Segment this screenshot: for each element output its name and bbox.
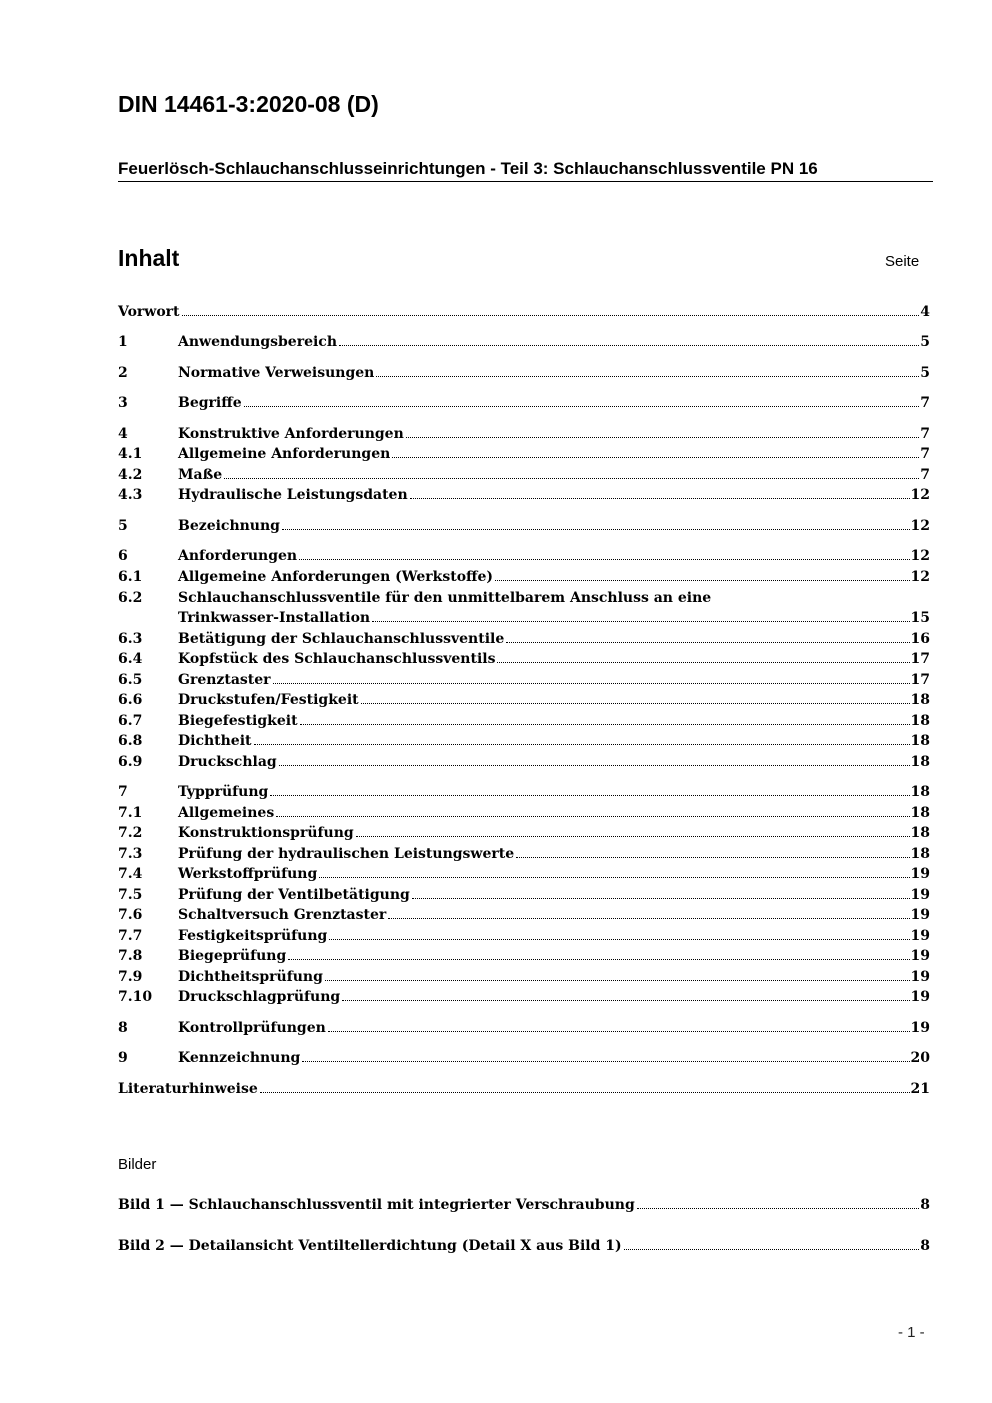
- toc-entry-title: Werkstoffprüfung: [178, 866, 318, 882]
- toc-entry-title: Literaturhinweise: [118, 1081, 258, 1097]
- document-title: DIN 14461-3:2020-08 (D): [118, 91, 379, 117]
- toc-entry-page: 7: [920, 467, 930, 483]
- toc-leader: [361, 703, 910, 704]
- toc-entry-6-4[interactable]: [118, 649, 930, 670]
- toc-entry-title: Konstruktive Anforderungen: [178, 426, 404, 442]
- toc-entry-number: 6: [118, 548, 128, 564]
- toc-leader: [325, 980, 910, 981]
- toc-entry-page: 19: [910, 907, 930, 923]
- toc-entry-title: Anforderungen: [178, 548, 298, 564]
- toc-entry-page: 17: [910, 651, 930, 667]
- toc-entry-page: 18: [910, 846, 930, 862]
- toc-entry-page: 19: [910, 1020, 930, 1036]
- toc-page-column-label: Seite: [885, 253, 920, 270]
- toc-entry-number: 2: [118, 365, 128, 381]
- toc-entry-page: 5: [920, 334, 930, 350]
- toc-entry-title: Biegefestigkeit: [178, 713, 298, 729]
- toc-entry-page: 7: [920, 446, 930, 462]
- toc-leader: [376, 376, 919, 377]
- toc-entry-title: Kontrollprüfungen: [178, 1020, 326, 1036]
- toc-entry-page: 7: [920, 426, 930, 442]
- page-number: - 1 -: [898, 1324, 925, 1341]
- toc-entry-page: 19: [910, 969, 930, 985]
- toc-leader: [356, 836, 910, 837]
- figures-heading: Bilder: [118, 1156, 157, 1173]
- toc-entry-title: Typprüfung: [178, 784, 269, 800]
- toc-entry-number: 7.4: [118, 866, 143, 882]
- toc-entry-number: 4.1: [118, 446, 143, 462]
- toc-entry-title: Betätigung der Schlauchanschlussventile: [178, 631, 505, 647]
- toc-leader: [412, 898, 910, 899]
- toc-entry-number: 7.3: [118, 846, 143, 862]
- toc-entry-title: Begriffe: [178, 395, 242, 411]
- toc-entry-title: Anwendungsbereich: [178, 334, 337, 350]
- toc-heading: Inhalt: [118, 245, 180, 271]
- toc-entry-number: 7.9: [118, 969, 143, 985]
- toc-entry-number: 3: [118, 395, 128, 411]
- toc-entry-page: 4: [920, 304, 930, 320]
- toc-entry-7-8[interactable]: [118, 946, 930, 967]
- toc-entry-number: 4: [118, 426, 128, 442]
- toc-entry-page: 16: [910, 631, 930, 647]
- toc-entry-7-10[interactable]: [118, 987, 930, 1008]
- toc-entry-6-6[interactable]: [118, 690, 930, 711]
- toc-leader: [495, 580, 909, 581]
- toc-entry-page: 12: [910, 518, 930, 534]
- toc-leader: [300, 724, 910, 725]
- toc-leader: [339, 345, 919, 346]
- toc-entry-vorwort[interactable]: [118, 302, 930, 323]
- toc-entry-title: Normative Verweisungen: [178, 365, 375, 381]
- toc-entry-title: Prüfung der hydraulischen Leistungswerte: [178, 846, 515, 862]
- toc-entry-title: Allgemeines: [178, 805, 275, 821]
- toc-entry-title: Allgemeine Anforderungen: [178, 446, 391, 462]
- toc-entry-page: 5: [920, 365, 930, 381]
- toc-entry-page: 17: [910, 672, 930, 688]
- toc-entry-title: Druckschlagprüfung: [178, 989, 341, 1005]
- toc-entry-title: Konstruktionsprüfung: [178, 825, 354, 841]
- toc-entry-number: 7.5: [118, 887, 143, 903]
- toc-entry-number: 8: [118, 1020, 128, 1036]
- toc-entry-page: 7: [920, 395, 930, 411]
- toc-leader: [299, 559, 909, 560]
- toc-leader: [288, 959, 909, 960]
- toc-entry-4[interactable]: [118, 424, 930, 445]
- toc-entry-page: 20: [910, 1050, 930, 1066]
- toc-entry-9[interactable]: [118, 1048, 930, 1069]
- toc-entry-page: 19: [910, 989, 930, 1005]
- toc-leader: [270, 795, 909, 796]
- toc-entry-7-1[interactable]: [118, 803, 930, 824]
- toc-entry-page: 18: [910, 713, 930, 729]
- figure-entry-title: Bild 2 — Detailansicht Ventiltellerdichtung (Detail X aus Bild 1): [118, 1238, 622, 1254]
- toc-entry-title: Hydraulische Leistungsdaten: [178, 487, 408, 503]
- toc-entry-page: 19: [910, 866, 930, 882]
- toc-entry-number: 5: [118, 518, 128, 534]
- toc-entry-6-2-continued[interactable]: [118, 608, 930, 629]
- toc-entry-page: 12: [910, 487, 930, 503]
- toc-entry-number: 6.2: [118, 590, 143, 606]
- toc-entry-page: 15: [910, 610, 930, 626]
- toc-entry-number: 4.2: [118, 467, 143, 483]
- toc-entry-title: Trinkwasser-Installation: [178, 610, 371, 626]
- figure-entry-page: 8: [920, 1197, 930, 1213]
- toc-entry-4-3[interactable]: [118, 485, 930, 506]
- toc-entry-7-5[interactable]: [118, 885, 930, 906]
- toc-leader: [329, 939, 909, 940]
- toc-leader: [637, 1208, 920, 1209]
- toc-leader: [410, 498, 910, 499]
- toc-entry-6-8[interactable]: [118, 731, 930, 752]
- toc-entry-7-6[interactable]: [118, 905, 930, 926]
- toc-entry-title: Vorwort: [118, 304, 180, 320]
- toc-entry-literaturhinweise[interactable]: [118, 1079, 930, 1100]
- toc-entry-7-7[interactable]: [118, 926, 930, 947]
- toc-entry-page: 19: [910, 887, 930, 903]
- figure-entry-page: 8: [920, 1238, 930, 1254]
- toc-leader: [282, 529, 910, 530]
- toc-leader: [406, 437, 919, 438]
- toc-entry-number: 4.3: [118, 487, 143, 503]
- toc-leader: [328, 1031, 910, 1032]
- toc-entry-number: 7.8: [118, 948, 143, 964]
- toc-entry-number: 9: [118, 1050, 128, 1066]
- toc-entry-title: Dichtheitsprüfung: [178, 969, 323, 985]
- toc-leader: [244, 406, 920, 407]
- toc-entry-page: 18: [910, 784, 930, 800]
- toc-entry-page: 18: [910, 733, 930, 749]
- toc-entry-page: 12: [910, 569, 930, 585]
- toc-entry-6-3[interactable]: [118, 629, 930, 650]
- toc-entry-6-7[interactable]: [118, 711, 930, 732]
- toc-entry-7-3[interactable]: [118, 844, 930, 865]
- toc-entry-page: 18: [910, 692, 930, 708]
- toc-leader: [388, 918, 909, 919]
- toc-entry-6[interactable]: [118, 546, 930, 567]
- toc-entry-page: 18: [910, 805, 930, 821]
- toc-entry-title: Dichtheit: [178, 733, 252, 749]
- toc-leader: [624, 1249, 920, 1250]
- toc-leader: [516, 857, 909, 858]
- toc-entry-6-5[interactable]: [118, 670, 930, 691]
- toc-leader: [372, 621, 909, 622]
- toc-entry-7-4[interactable]: [118, 864, 930, 885]
- toc-leader: [302, 1061, 909, 1062]
- toc-entry-6-1[interactable]: [118, 567, 930, 588]
- toc-entry-number: 6.5: [118, 672, 143, 688]
- toc-entry-title: Druckstufen/Festigkeit: [178, 692, 359, 708]
- toc-leader: [260, 1092, 910, 1093]
- toc-entry-6-9[interactable]: [118, 752, 930, 773]
- toc-entry-number: 6.6: [118, 692, 143, 708]
- toc-entry-title: Allgemeine Anforderungen (Werkstoffe): [178, 569, 494, 585]
- toc-entry-6-2[interactable]: [118, 588, 930, 609]
- toc-leader: [254, 744, 910, 745]
- toc-entry-page: 12: [910, 548, 930, 564]
- toc-leader: [497, 662, 909, 663]
- toc-entry-page: 18: [910, 754, 930, 770]
- toc-entry-2[interactable]: [118, 363, 930, 384]
- toc-entry-title: Kopfstück des Schlauchanschlussventils: [178, 651, 496, 667]
- toc-entry-page: 21: [910, 1081, 930, 1097]
- toc-entry-number: 6.4: [118, 651, 143, 667]
- toc-entry-4-1[interactable]: [118, 444, 930, 465]
- toc-entry-number: 7.10: [118, 989, 153, 1005]
- toc-entry-title: Druckschlag: [178, 754, 277, 770]
- toc-entry-title: Biegeprüfung: [178, 948, 287, 964]
- toc-leader: [392, 457, 919, 458]
- toc-entry-number: 7.6: [118, 907, 143, 923]
- toc-entry-3[interactable]: [118, 393, 930, 414]
- toc-leader: [319, 877, 909, 878]
- toc-entry-title: Maße: [178, 467, 223, 483]
- toc-leader: [342, 1000, 909, 1001]
- toc-entry-title: Festigkeitsprüfung: [178, 928, 328, 944]
- toc-leader: [279, 765, 910, 766]
- toc-entry-number: 6.3: [118, 631, 143, 647]
- toc-entry-page: 19: [910, 948, 930, 964]
- toc-entry-number: 1: [118, 334, 128, 350]
- toc-entry-page: 19: [910, 928, 930, 944]
- toc-entry-number: 6.1: [118, 569, 143, 585]
- toc-entry-number: 6.7: [118, 713, 143, 729]
- toc-leader: [506, 642, 909, 643]
- toc-leader: [182, 315, 920, 316]
- toc-entry-8[interactable]: [118, 1018, 930, 1039]
- figure-entry-title: Bild 1 — Schlauchanschlussventil mit integrierter Verschraubung: [118, 1197, 635, 1213]
- toc-entry-number: 7.2: [118, 825, 143, 841]
- toc-entry-7-9[interactable]: [118, 967, 930, 988]
- toc-entry-title: Prüfung der Ventilbetätigung: [178, 887, 410, 903]
- toc-entry-title: Kennzeichnung: [178, 1050, 301, 1066]
- toc-entry-4-2[interactable]: [118, 465, 930, 486]
- toc-entry-7[interactable]: [118, 782, 930, 803]
- figure-entry-2[interactable]: [118, 1236, 930, 1257]
- document-subtitle: Feuerlösch-Schlauchanschlusseinrichtungen - Teil 3: Schlauchanschlussventile PN 16: [118, 158, 933, 182]
- toc-entry-title-line1[interactable]: Schlauchanschlussventile für den unmittelbarem Anschluss an eine: [178, 590, 712, 606]
- toc-entry-number: 7.1: [118, 805, 143, 821]
- toc-leader: [273, 683, 910, 684]
- figure-entry-1[interactable]: [118, 1195, 930, 1216]
- toc-entry-5[interactable]: [118, 516, 930, 537]
- toc-entry-1[interactable]: [118, 332, 930, 353]
- toc-entry-7-2[interactable]: [118, 823, 930, 844]
- toc-entry-number: 7: [118, 784, 128, 800]
- toc-entry-number: 6.8: [118, 733, 143, 749]
- toc-leader: [224, 478, 919, 479]
- toc-entry-number: 7.7: [118, 928, 143, 944]
- toc-entry-page: 18: [910, 825, 930, 841]
- toc-entry-number: 6.9: [118, 754, 143, 770]
- toc-entry-title: Schaltversuch Grenztaster: [178, 907, 387, 923]
- toc-entry-title: Bezeichnung: [178, 518, 280, 534]
- toc-entry-title: Grenztaster: [178, 672, 271, 688]
- toc-leader: [276, 816, 909, 817]
